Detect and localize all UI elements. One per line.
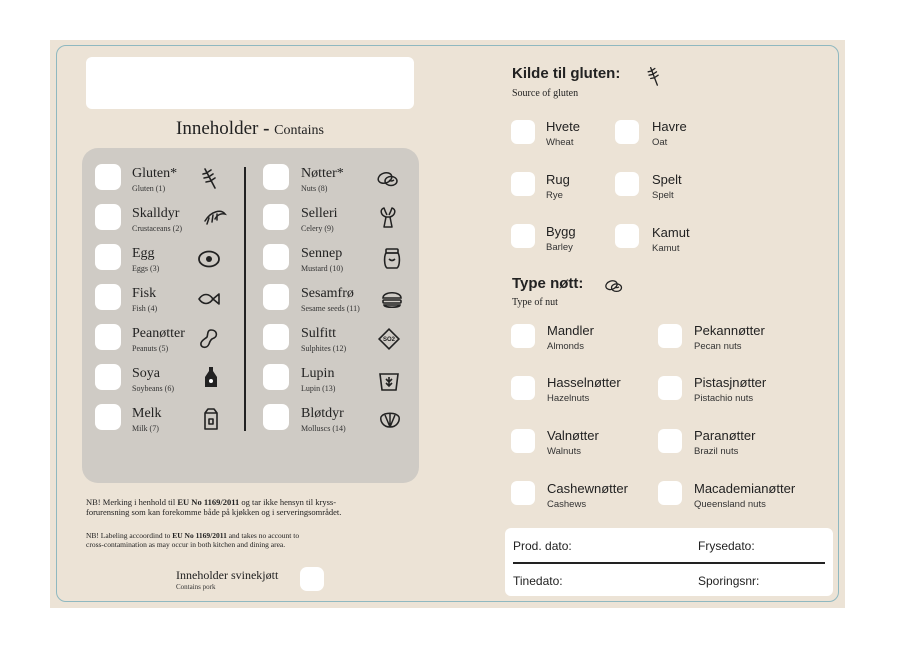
allergen-sublabel: Nuts (8) [301,184,328,193]
allergen-sublabel: Lupin (13) [301,384,336,393]
freeze-date-field[interactable]: Frysedato: [698,539,755,553]
allergen-checkbox[interactable] [263,404,289,430]
gluten-checkbox[interactable] [615,120,639,144]
contains-heading [86,118,414,140]
gluten-source-title: Kilde til gluten: [512,65,621,82]
nut-label: Macademianøtter [694,481,796,496]
allergen-label: Soya [132,366,160,381]
allergen-label: Selleri [301,206,338,221]
gluten-checkbox[interactable] [511,224,535,248]
note-en-prefix: NB! Labeling accoordind to [86,531,173,540]
nut-label: Mandler [547,323,594,338]
sesame-bun-icon [380,287,404,311]
allergen-sublabel: Soybeans (6) [132,384,174,393]
allergen-sublabel: Eggs (3) [132,264,160,273]
gluten-label: Rug [546,172,570,187]
nuts-icon [601,276,627,296]
allergen-sublabel: Fish (4) [132,304,158,313]
wheat-icon [199,166,223,190]
allergen-label: Gluten* [132,166,178,181]
shrimp-icon [203,205,227,229]
nut-checkbox[interactable] [511,376,535,400]
allergen-checkbox[interactable] [95,364,121,390]
allergen-sublabel: Milk (7) [132,424,159,433]
shell-icon [378,407,402,431]
note-english [86,531,299,549]
thaw-date-field[interactable]: Tinedato: [513,574,563,588]
note-no-line2: forurensning som kan forekomme både på kjøkken og i serveringsområdet. [86,507,342,517]
soy-bottle-icon [199,365,223,389]
sulphite-icon [377,327,401,351]
nut-label: Valnøtter [547,428,599,443]
tracking-number-field[interactable]: Sporingsnr: [698,574,760,588]
nut-type-subtitle: Type of nut [512,297,558,308]
allergen-sublabel: Molluscs (14) [301,424,346,433]
allergen-checkbox[interactable] [95,164,121,190]
allergen-checkbox[interactable] [263,164,289,190]
allergen-label: Sennep [301,246,343,261]
allergen-checkbox[interactable] [95,404,121,430]
allergen-label: Egg [132,246,155,261]
lupin-icon [377,369,401,393]
nut-sublabel: Pecan nuts [694,341,742,352]
allergen-sublabel: Sulphites (12) [301,344,347,353]
pork-sublabel: Contains pork [176,583,216,591]
mustard-jar-icon [380,246,404,270]
allergen-checkbox[interactable] [263,204,289,230]
allergen-label: Peanøtter [132,326,185,341]
egg-icon [197,247,221,271]
wheat-icon [644,64,664,88]
nuts-icon [376,167,400,191]
allergen-checkbox[interactable] [95,204,121,230]
note-no-regulation: EU No 1169/2011 [177,497,240,507]
nut-checkbox[interactable] [658,376,682,400]
allergen-label: Sulfitt [301,326,337,341]
nut-checkbox[interactable] [511,324,535,348]
allergen-checkbox[interactable] [263,244,289,270]
allergen-label: Fisk [132,286,157,301]
gluten-checkbox[interactable] [511,172,535,196]
allergen-label: Skalldyr [132,206,180,221]
prod-date-field[interactable]: Prod. dato: [513,539,572,553]
allergen-sublabel: Gluten (1) [132,184,166,193]
allergen-label: Sesamfrø [301,286,354,301]
nut-sublabel: Cashews [547,499,587,510]
product-name-field[interactable] [86,57,414,109]
milk-carton-icon [199,407,223,431]
allergen-sublabel: Crustaceans (2) [132,224,182,233]
gluten-sublabel: Rye [546,190,563,201]
gluten-checkbox[interactable] [511,120,535,144]
allergen-checkbox[interactable] [95,284,121,310]
nut-label: Cashewnøtter [547,481,628,496]
gluten-checkbox[interactable] [615,224,639,248]
nut-sublabel: Almonds [547,341,584,352]
allergen-sublabel: Celery (9) [301,224,334,233]
nut-sublabel: Queensland nuts [694,499,766,510]
note-no-line1: og tar ikke hensyn til kryss- [239,497,337,507]
fish-icon [197,287,221,311]
gluten-sublabel: Oat [652,137,668,148]
contains-title-no: Inneholder [176,118,259,139]
allergen-divider [244,167,246,431]
allergen-sublabel: Sesame seeds (11) [301,304,360,313]
note-en-line1: and takes no account to [226,531,300,540]
nut-sublabel: Brazil nuts [694,446,739,457]
allergen-label: Bløtdyr [301,406,344,421]
nut-checkbox[interactable] [511,429,535,453]
gluten-checkbox[interactable] [615,172,639,196]
note-norwegian [86,497,341,517]
gluten-source-subtitle: Source of gluten [512,88,579,99]
contains-separator: - [258,118,275,139]
allergen-checkbox[interactable] [95,244,121,270]
gluten-label: Bygg [546,224,576,239]
note-no-prefix: NB! Merking i henhold til [86,497,178,507]
nut-type-title: Type nøtt: [512,275,584,292]
allergen-checkbox[interactable] [263,284,289,310]
note-en-regulation: EU No 1169/2011 [172,531,227,540]
gluten-label: Spelt [652,172,682,187]
nut-checkbox[interactable] [658,481,682,505]
allergen-checkbox[interactable] [95,324,121,350]
pork-label: Inneholder svinekjøtt [176,568,279,582]
allergen-checkbox[interactable] [263,324,289,350]
nut-checkbox[interactable] [658,324,682,348]
gluten-sublabel: Kamut [652,243,680,254]
pork-checkbox[interactable] [300,567,324,591]
nut-sublabel: Walnuts [547,446,581,457]
gluten-sublabel: Wheat [546,137,574,148]
nut-label: Hasselnøtter [547,375,621,390]
date-divider [513,562,825,564]
allergen-label: Melk [132,406,162,421]
nut-sublabel: Hazelnuts [547,393,590,404]
nut-label: Pistasjnøtter [694,375,767,390]
allergen-sublabel: Mustard (10) [301,264,343,273]
contains-title-en: Contains [274,123,324,138]
allergen-checkbox[interactable] [263,364,289,390]
gluten-label: Havre [652,119,687,134]
allergen-label: Lupin [301,366,335,381]
gluten-sublabel: Spelt [652,190,674,201]
gluten-sublabel: Barley [546,242,573,253]
peanut-icon [197,327,221,351]
allergen-sublabel: Peanuts (5) [132,344,169,353]
celery-icon [376,205,400,229]
nut-sublabel: Pistachio nuts [694,393,754,404]
allergen-label: Nøtter* [301,166,344,181]
nut-checkbox[interactable] [658,429,682,453]
nut-label: Paranøtter [694,428,756,443]
gluten-label: Kamut [652,225,690,240]
nut-checkbox[interactable] [511,481,535,505]
nut-label: Pekannøtter [694,323,765,338]
gluten-label: Hvete [546,119,580,134]
svg-text:SO2: SO2 [382,337,396,343]
note-en-line2: cross-contamination as may occur in both kitchen and dining area. [86,540,286,549]
